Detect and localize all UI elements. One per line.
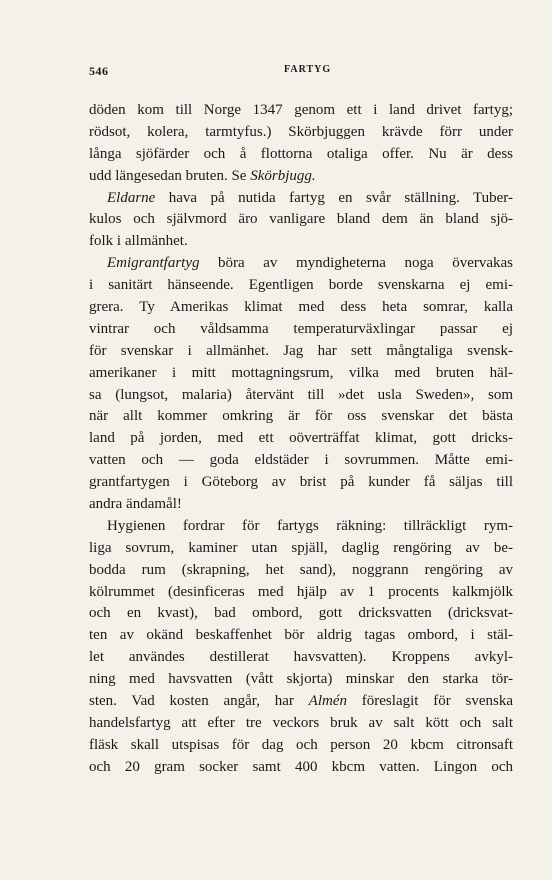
text-line bbox=[89, 538, 513, 560]
text-run: land på jorden, med ett oöverträffat klimat, gott dricks- bbox=[89, 430, 513, 447]
text-line bbox=[89, 735, 513, 757]
text-line bbox=[89, 122, 513, 144]
text-run: för svenskar i allmänhet. Jag har sett mångtaliga svensk- bbox=[89, 342, 513, 359]
text-run: sten. Vad kosten angår, har bbox=[89, 693, 309, 710]
text-run: fläsk skall utspisas för dag och person 20 kbcm citronsaft bbox=[89, 736, 513, 753]
text-run: bodda rum (skrapning, het sand), noggrann rengöring av bbox=[89, 561, 513, 578]
text-line bbox=[89, 209, 513, 231]
text-line bbox=[89, 669, 513, 691]
text-line bbox=[89, 406, 513, 428]
text-line bbox=[89, 297, 513, 319]
text-line bbox=[89, 560, 513, 582]
text-run: ning med havsvatten (vått skjorta) minskar den starka tör- bbox=[89, 671, 513, 688]
text-line bbox=[89, 428, 513, 450]
text-run: handelsfartyg att efter tre veckors bruk av salt kött och salt bbox=[89, 714, 513, 731]
text-run: grera. Ty Amerikas klimat med dess heta somrar, kalla bbox=[89, 299, 513, 316]
text-run: amerikaner i mitt mottagningsrum, vilka med bruten häl- bbox=[89, 364, 513, 381]
text-run: kölrummet (desinficeras med hjälp av 1 procents kalkmjölk bbox=[89, 583, 513, 600]
text-line bbox=[89, 713, 513, 735]
running-head: FARTYG bbox=[284, 64, 332, 75]
text-run: Hygienen fordrar för fartygs räkning: tillräckligt rym- bbox=[107, 517, 513, 534]
text-run: let användes destillerat havsvatten). Kroppens avkyl- bbox=[89, 649, 513, 666]
text-line bbox=[89, 275, 513, 297]
text-run: rödsot, kolera, tarmtyfus.) Skörbjuggen krävde förr under bbox=[89, 123, 513, 140]
italic-term: Emigrantfartyg bbox=[107, 255, 200, 272]
page-number: 546 bbox=[89, 64, 109, 78]
text-run: vatten och — goda eldstäder i sovrummen. Måtte emi- bbox=[89, 452, 513, 469]
text-line bbox=[89, 691, 513, 713]
text-line bbox=[89, 647, 513, 669]
text-run: döden kom till Norge 1347 genom ett i land drivet fartyg; bbox=[89, 102, 513, 118]
text-run: i sanitärt hänseende. Egentligen borde svenskarna ej emi- bbox=[89, 277, 513, 294]
italic-term: Skörbjugg. bbox=[250, 167, 316, 184]
text-run: föreslagit för svenska bbox=[347, 693, 513, 710]
text-line bbox=[89, 188, 513, 210]
text-run: sa (lungsot, malaria) återvänt till »det usla Sweden», som bbox=[89, 386, 513, 403]
text-run: liga sovrum, kaminer utan spjäll, daglig rengöring av be- bbox=[89, 539, 513, 556]
italic-term: Almén bbox=[308, 693, 347, 710]
text-line bbox=[89, 582, 513, 604]
text-run: vintrar och våldsamma temperaturväxlingar passar ej bbox=[89, 320, 513, 337]
page-header bbox=[89, 64, 513, 82]
text-run: långa sjöfärder och å flottorna otaliga offer. Nu är dess bbox=[89, 145, 513, 162]
text-run: hava på nutida fartyg en svår ställning. Tuber- bbox=[155, 189, 513, 206]
text-run: och en kvast), bad ombord, gott dricksvatten (dricksvat- bbox=[89, 605, 513, 622]
text-run: grantfartygen i Göteborg av brist på kunder få säljas till bbox=[89, 474, 513, 491]
text-run: böra av myndigheterna noga övervakas bbox=[199, 255, 513, 272]
text-line bbox=[89, 385, 513, 407]
text-run: ten av okänd beskaffenhet bör aldrig tagas ombord, i stäl- bbox=[89, 627, 513, 644]
text-line bbox=[89, 166, 513, 188]
text-run: udd längesedan bruten. Se bbox=[89, 167, 251, 184]
text-run: folk i allmänhet. bbox=[89, 233, 188, 250]
text-line bbox=[89, 100, 513, 122]
text-line bbox=[89, 253, 513, 275]
text-line bbox=[89, 494, 513, 516]
text-line bbox=[89, 450, 513, 472]
body-text bbox=[89, 100, 513, 779]
text-line bbox=[89, 757, 513, 779]
text-line bbox=[89, 516, 513, 538]
text-run: kulos och självmord äro vanligare bland dem än bland sjö- bbox=[89, 211, 513, 228]
text-run: och 20 gram socker samt 400 kbcm vatten. Lingon och bbox=[89, 758, 513, 775]
text-line bbox=[89, 231, 513, 253]
text-line bbox=[89, 319, 513, 341]
text-line bbox=[89, 144, 513, 166]
text-line bbox=[89, 363, 513, 385]
text-line bbox=[89, 603, 513, 625]
text-run: när allt kommer omkring är för oss svenskar det bästa bbox=[89, 408, 513, 425]
text-line bbox=[89, 472, 513, 494]
italic-term: Eldarne bbox=[107, 189, 156, 206]
text-line bbox=[89, 625, 513, 647]
text-run: andra ändamål! bbox=[89, 496, 182, 513]
text-line bbox=[89, 341, 513, 363]
